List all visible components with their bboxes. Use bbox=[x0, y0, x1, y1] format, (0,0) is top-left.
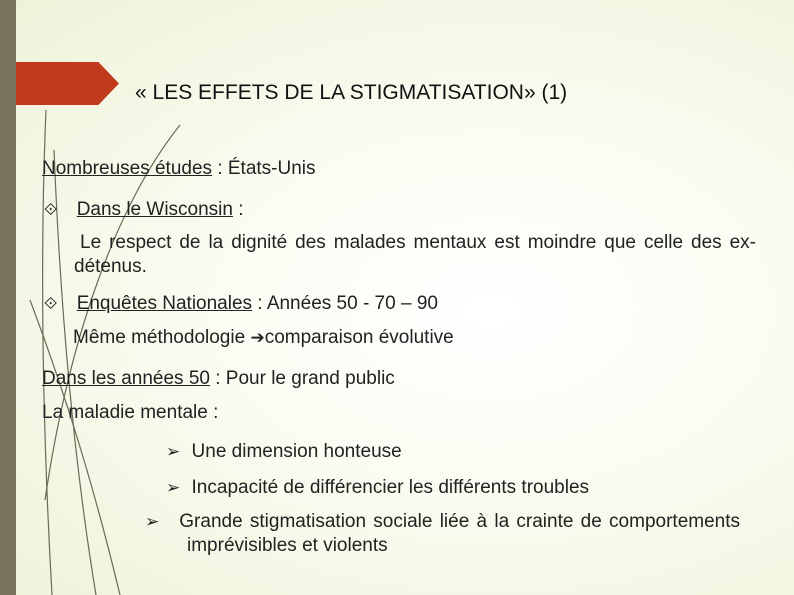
list-item: ➢ Grande stigmatisation sociale liée à la crainte de comportements imprévisibles et violents bbox=[145, 511, 740, 556]
studies-label: Nombreuses études bbox=[42, 158, 213, 179]
arrowhead-bullet-icon: ➢ bbox=[166, 442, 181, 461]
list-item: ➢ Incapacité de différencier les différents troubles bbox=[166, 477, 590, 498]
diamond-dots-icon: ⟐ bbox=[44, 294, 58, 313]
studies-rest: : États-Unis bbox=[212, 158, 316, 179]
method-line bbox=[73, 326, 454, 350]
slide-title: « LES EFFETS DE LA STIGMATISATION» (1) bbox=[135, 81, 568, 104]
wisconsin-line bbox=[44, 198, 244, 222]
wisconsin-rest: : bbox=[232, 199, 244, 220]
arrowhead-bullet-icon: ➢ bbox=[166, 478, 181, 497]
annees-rest: : Pour le grand public bbox=[209, 368, 395, 389]
studies-line bbox=[42, 157, 316, 181]
list-item: ➢ Une dimension honteuse bbox=[166, 441, 402, 462]
annees-line bbox=[42, 367, 395, 391]
annees-label: Dans les années 50 bbox=[42, 368, 210, 389]
enquetes-line bbox=[44, 292, 438, 316]
diamond-dots-icon: ⟐ bbox=[44, 200, 58, 219]
enquetes-label: Enquêtes Nationales bbox=[76, 293, 253, 314]
maladie-heading: La maladie mentale : bbox=[42, 402, 219, 423]
right-arrow-icon: ➔ bbox=[250, 328, 265, 347]
enquetes-rest: : Années 50 - 70 – 90 bbox=[252, 293, 438, 314]
wisconsin-text: Le respect de la dignité des malades mentaux est moindre que celle des ex-détenus. bbox=[74, 232, 756, 277]
comparison-text: comparaison évolutive bbox=[264, 327, 454, 348]
wisconsin-label: Dans le Wisconsin bbox=[76, 199, 233, 220]
method-text: Même méthodologie bbox=[73, 327, 251, 348]
